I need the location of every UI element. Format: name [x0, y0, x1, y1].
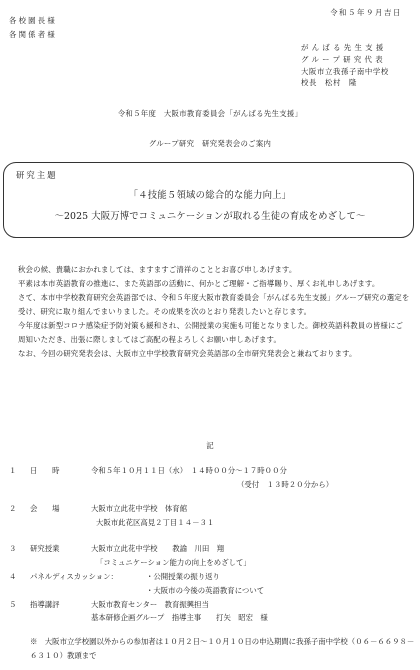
- item-detail: ・大阪市の今後の英語教育について: [146, 586, 265, 595]
- body-paragraph: 今年度は新型コロナ感染症予防対策も緩和され、公開授業の実施も可能となりました。御校英語科教員の皆様にご周知いただき、出張に際しましてはご高配の程よろしくお願い申しあげます。: [18, 321, 404, 344]
- sender-line-3: 大阪市立我孫子南中学校: [301, 66, 389, 76]
- addressee-related: 各関係者様: [9, 30, 57, 39]
- item-label: 研究授業: [30, 544, 60, 553]
- item-detail: 基本研修企画グループ 指導主事 打矢 昭宏 様: [91, 613, 268, 622]
- item-detail: 大阪市立此花中学校 教諭 川田 翔: [91, 544, 225, 553]
- addressee-block: [9, 17, 57, 45]
- item-detail: 大阪市立此花中学校 体育館: [91, 504, 188, 513]
- body-paragraph: 平素は本市英語教育の推進に、また英語部の活動に、何かとご理解・ご指導賜り、厚くお礼申しあげます。: [18, 279, 380, 288]
- participation-note: ※ 大阪市立学校園以外からの参加者は１０月２日～１０月１０日の申込期間に我孫子南中学校（０６－６６９８－６３１０）教頭まで: [30, 637, 415, 660]
- item-detail: 令和５年１０月１１日（水） １４時００分～１７時００分: [91, 466, 287, 475]
- addressee-principals: 各校園長様: [9, 16, 57, 25]
- body-paragraph: 秋会の候、貴職におかれましては、ますますご清祥のこととお喜び申しあげます。: [18, 265, 297, 274]
- research-theme-main: 「４技能５領域の総合的な能力向上」: [128, 190, 292, 201]
- item-number: ３: [9, 544, 17, 553]
- heading-line-1: 令和５年度 大阪市教育委員会「がんばる先生支援」: [117, 109, 303, 118]
- body-paragraph: なお、今回の研究発表会は、大阪市立中学校教育研究会英語部の全市研究発表会と兼ねております。: [18, 349, 357, 358]
- sender-line-1: がんばる先生支援: [301, 43, 387, 52]
- item-detail: ・公開授業の振り返り: [146, 572, 220, 581]
- ki-heading: 記: [206, 441, 214, 450]
- item-number: ５: [9, 600, 17, 609]
- item-label: 指導講評: [30, 600, 60, 609]
- item-detail: 「コミュニケーション能力の向上をめざして」: [96, 558, 251, 567]
- research-theme-label: 研究主題: [16, 170, 58, 180]
- body-paragraph: さて、本市中学校教育研究会英語部では、令和５年度大阪市教育委員会「がんばる先生支援」グループ研究の選定を受け、研究に取り組んでまいりました。その成果を次のとおり発表したいと存じます。: [18, 293, 410, 316]
- item-label: 会 場: [30, 504, 60, 513]
- item-detail: （受付 １３時２０分から）: [237, 480, 334, 489]
- item-number: １: [9, 466, 17, 475]
- item-number: ２: [9, 504, 17, 513]
- sender-line-4: 校長 松村 隆: [301, 78, 357, 88]
- body-text: [18, 263, 410, 361]
- heading-line-2: グループ研究 研究発表会のご案内: [148, 139, 272, 148]
- item-number: ４: [9, 572, 17, 581]
- research-theme-sub: ～2025 大阪万博でコミュニケーションが取れる生徒の育成をめざして～: [54, 211, 366, 222]
- document-date: 令和５年９月吉日: [330, 8, 402, 17]
- item-label: 日 時: [30, 466, 60, 475]
- sender-line-2: グループ研究代表: [301, 54, 386, 64]
- item-detail: 大阪市此花区高見２丁目１４－３１: [96, 518, 215, 527]
- item-detail: 大阪市教育センター 教育振興担当: [91, 600, 209, 609]
- sender-block: [301, 44, 389, 91]
- item-label: パネルディスカッション：: [30, 572, 118, 581]
